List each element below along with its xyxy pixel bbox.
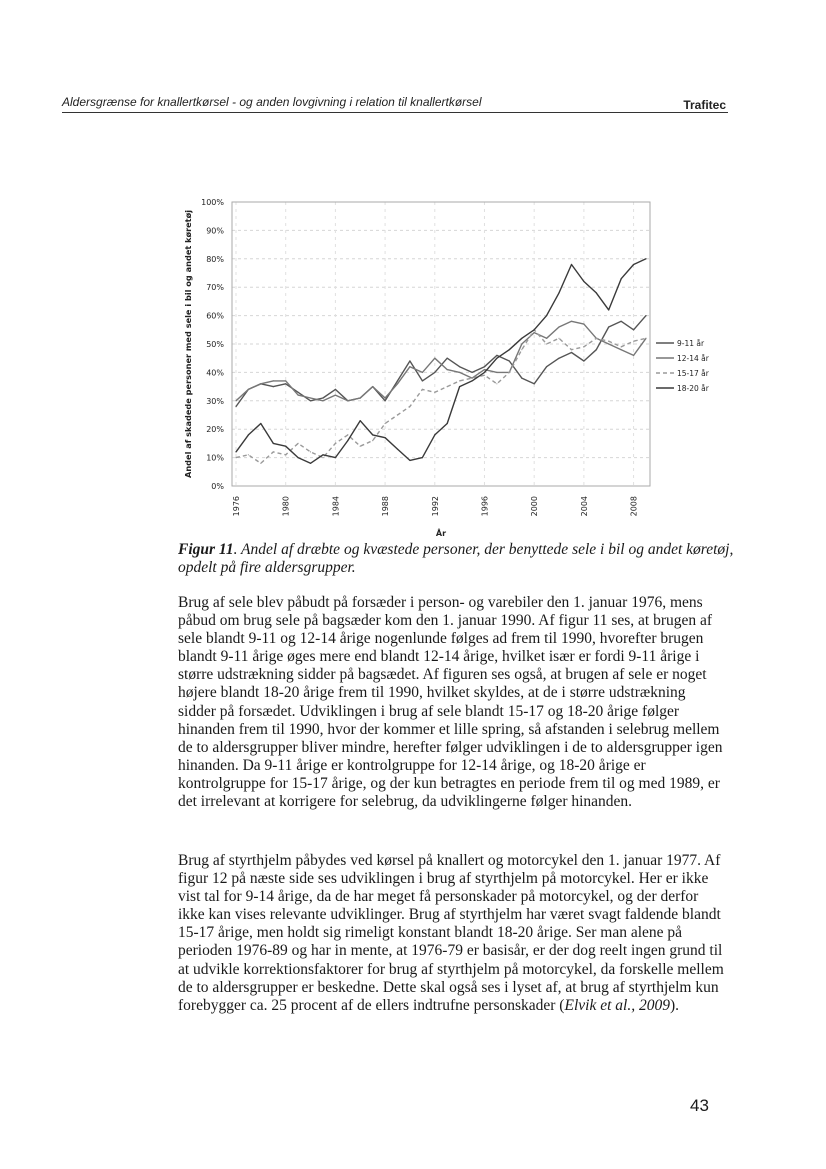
- citation: Elvik et al., 2009: [564, 996, 670, 1014]
- data-point: [484, 372, 485, 373]
- y-tick-label: 100%: [201, 198, 224, 207]
- data-point: [645, 258, 646, 259]
- data-point: [571, 349, 572, 350]
- data-point: [360, 446, 361, 447]
- data-point: [310, 400, 311, 401]
- data-point: [596, 338, 597, 339]
- data-point: [583, 324, 584, 325]
- legend-label: 18-20 år: [677, 384, 709, 393]
- data-point: [298, 392, 299, 393]
- data-point: [583, 360, 584, 361]
- data-point: [521, 343, 522, 344]
- data-point: [409, 406, 410, 407]
- data-point: [596, 292, 597, 293]
- data-point: [608, 343, 609, 344]
- data-point: [608, 309, 609, 310]
- data-point: [521, 378, 522, 379]
- data-point: [571, 321, 572, 322]
- data-point: [633, 264, 634, 265]
- data-point: [372, 434, 373, 435]
- data-point: [459, 380, 460, 381]
- legend-label: 12-14 år: [677, 354, 709, 363]
- data-point: [347, 434, 348, 435]
- data-point: [496, 383, 497, 384]
- figure-caption: [178, 541, 738, 577]
- data-point: [534, 332, 535, 333]
- data-point: [571, 264, 572, 265]
- data-point: [335, 395, 336, 396]
- data-point: [385, 397, 386, 398]
- data-point: [583, 281, 584, 282]
- data-point: [422, 389, 423, 390]
- data-point: [260, 383, 261, 384]
- chart-series: [235, 258, 646, 464]
- data-point: [558, 338, 559, 339]
- data-point: [621, 278, 622, 279]
- data-point: [310, 451, 311, 452]
- data-point: [546, 343, 547, 344]
- page-number: 43: [690, 1096, 709, 1115]
- x-tick-label: 2000: [530, 496, 540, 517]
- y-tick-label: 10%: [206, 453, 224, 463]
- line-chart: [170, 190, 709, 540]
- data-point: [385, 400, 386, 401]
- data-point: [509, 360, 510, 361]
- data-point: [409, 366, 410, 367]
- x-tick-label: 1976: [232, 496, 241, 517]
- data-point: [434, 392, 435, 393]
- data-point: [596, 349, 597, 350]
- data-point: [409, 460, 410, 461]
- data-point: [422, 457, 423, 458]
- data-point: [447, 369, 448, 370]
- y-tick-label: 20%: [206, 425, 224, 435]
- data-point: [298, 443, 299, 444]
- x-tick-label: 1996: [480, 496, 490, 517]
- data-point: [335, 389, 336, 390]
- body-paragraph-2-text: Brug af styrthjelm påbydes ved kørsel på knallert og motorcykel den 1. januar 1977. Af figur 12 på næste side ses udviklingen i brug af styrthjelm på motorcykel. Her er ikke vist tal for 9-14 årige, da de har meget få personskader på motorcykel, og der derfor ikke kan vises relevante udviklinger. Brug af styrthjelm har været svagt faldende blandt 15-17 årige, men holdt sig rimeligt konstant blandt 18-20 årige. Ser man alene på perioden 1976-89 og har in mente, at 1976-79 er basisår, er der dog reelt ingen grund til at udvikle korrektionsfaktorer for brug af styrthjelm på motorcykel, da forskelle mellem de to aldersgrupper er beskedne. Dette skal også ses i lyset af, at brug af styrthjelm kun forebygger ca. 25 procent af de ellers indtrufne personskader (: [178, 852, 724, 1014]
- data-point: [273, 443, 274, 444]
- data-point: [285, 446, 286, 447]
- y-axis-label: Andel af skadede personer med sele i bil og andet køretøj: [183, 209, 193, 479]
- data-point: [621, 321, 622, 322]
- legend-label: 15-17 år: [677, 369, 709, 378]
- data-point: [248, 434, 249, 435]
- data-point: [322, 454, 323, 455]
- data-point: [645, 338, 646, 339]
- data-point: [322, 457, 323, 458]
- data-point: [447, 386, 448, 387]
- data-point: [235, 451, 236, 452]
- data-point: [459, 366, 460, 367]
- data-point: [534, 383, 535, 384]
- x-tick-label: 1984: [331, 496, 341, 517]
- data-point: [298, 457, 299, 458]
- data-point: [235, 400, 236, 401]
- data-point: [360, 420, 361, 421]
- data-point: [571, 352, 572, 353]
- data-point: [285, 383, 286, 384]
- legend-label: 9-11 år: [677, 339, 705, 348]
- data-point: [434, 434, 435, 435]
- data-point: [385, 423, 386, 424]
- y-tick-label: 60%: [206, 311, 224, 321]
- data-point: [459, 386, 460, 387]
- data-point: [447, 423, 448, 424]
- data-point: [633, 329, 634, 330]
- data-point: [310, 463, 311, 464]
- data-point: [583, 346, 584, 347]
- data-point: [397, 414, 398, 415]
- data-point: [521, 349, 522, 350]
- data-point: [335, 457, 336, 458]
- x-tick-label: 2004: [579, 496, 589, 517]
- data-point: [472, 378, 473, 379]
- header-rule: [62, 112, 728, 113]
- data-point: [372, 440, 373, 441]
- y-tick-label: 70%: [206, 283, 224, 293]
- running-header-publisher: Trafitec: [683, 98, 726, 112]
- y-tick-label: 40%: [206, 368, 224, 378]
- data-point: [608, 341, 609, 342]
- data-point: [546, 338, 547, 339]
- data-point: [235, 457, 236, 458]
- data-point: [459, 372, 460, 373]
- data-point: [645, 315, 646, 316]
- data-point: [484, 369, 485, 370]
- chart-gridlines: [232, 202, 650, 486]
- data-point: [496, 372, 497, 373]
- data-point: [558, 358, 559, 359]
- data-point: [397, 380, 398, 381]
- data-point: [558, 292, 559, 293]
- data-point: [558, 326, 559, 327]
- data-point: [310, 397, 311, 398]
- y-tick-label: 0%: [211, 482, 224, 491]
- y-tick-label: 80%: [206, 254, 224, 264]
- data-point: [422, 380, 423, 381]
- data-point: [273, 386, 274, 387]
- figure-label: Figur 11: [178, 541, 234, 558]
- data-point: [434, 358, 435, 359]
- data-point: [360, 397, 361, 398]
- data-point: [621, 349, 622, 350]
- data-point: [397, 449, 398, 450]
- data-point: [347, 400, 348, 401]
- data-point: [322, 397, 323, 398]
- series-line-3: [236, 330, 646, 464]
- data-point: [546, 366, 547, 367]
- data-point: [608, 326, 609, 327]
- x-axis-label: År: [435, 529, 447, 538]
- data-point: [472, 372, 473, 373]
- data-point: [260, 423, 261, 424]
- x-tick-label: 1992: [430, 496, 440, 517]
- data-point: [534, 329, 535, 330]
- y-tick-label: 50%: [206, 340, 224, 349]
- data-point: [285, 380, 286, 381]
- data-point: [633, 355, 634, 356]
- y-tick-label: 30%: [206, 396, 224, 406]
- data-point: [260, 463, 261, 464]
- data-point: [409, 360, 410, 361]
- data-point: [509, 372, 510, 373]
- data-point: [385, 437, 386, 438]
- data-point: [633, 341, 634, 342]
- y-axis-ticks: [201, 198, 224, 491]
- data-point: [509, 349, 510, 350]
- data-point: [273, 451, 274, 452]
- data-point: [447, 358, 448, 359]
- x-tick-label: 1988: [381, 496, 391, 517]
- data-point: [521, 338, 522, 339]
- figure-11-chart: [170, 190, 709, 540]
- data-point: [235, 406, 236, 407]
- data-point: [347, 440, 348, 441]
- chart-legend: [656, 339, 710, 393]
- body-paragraph-1: Brug af sele blev påbudt på forsæder i person- og varebiler den 1. januar 1976, mens påbud om brug sele på bagsæder kom den 1. januar 1990. Af figur 11 ses, at brugen af sele blandt 9-11 og 12-14 årige nogenlunde følges ad frem til 1990, hvorefter brugen blandt 9-11 årige øges mere end blandt 12-14 årige, hvilket især er fordi 9-11 årige i større udstrækning sidder på bagsædet. Af figuren ses også, at brugen af sele er noget højere blandt 18-20 årige frem til 1990, hvilket skyldes, at de i større udstrækning sidder på forsædet. Udviklingen i brug af sele blandt 15-17 og 18-20 årige følger hinanden frem til 1990, hvor der kommer et lille spring, så afstanden i selebrug mellem de to aldersgrupper bliver mindre, herefter følger udviklingen i de to aldersgrupper igen hinanden. Da 9-11 årige er kontrolgruppe for 12-14 årige, og 18-20 årige er kontrolgruppe for 15-17 årige, og der kun betragtes en periode frem til og med 1989, er det irrelevant at korrigere for selebrug, da udviklingerne følger hinanden.: [178, 594, 723, 811]
- data-point: [248, 389, 249, 390]
- data-point: [496, 355, 497, 356]
- data-point: [422, 372, 423, 373]
- data-point: [273, 380, 274, 381]
- running-header-title: Aldersgrænse for knallertkørsel - og anden lovgivning i relation til knallertkørsel: [62, 95, 482, 109]
- body-paragraph-2: [178, 852, 726, 1015]
- data-point: [496, 358, 497, 359]
- data-point: [322, 400, 323, 401]
- data-point: [484, 366, 485, 367]
- x-axis-ticks: [232, 496, 639, 516]
- data-point: [298, 395, 299, 396]
- data-point: [472, 380, 473, 381]
- data-point: [248, 454, 249, 455]
- data-point: [285, 454, 286, 455]
- data-point: [546, 315, 547, 316]
- data-point: [484, 375, 485, 376]
- data-point: [335, 443, 336, 444]
- data-point: [372, 386, 373, 387]
- data-point: [621, 346, 622, 347]
- data-point: [434, 372, 435, 373]
- figure-caption-text: . Andel af dræbte og kvæstede personer, der benyttede sele i bil og andet køretøj, opdelt på fire aldersgrupper.: [178, 541, 734, 576]
- body-paragraph-2-end: ).: [669, 996, 679, 1014]
- x-tick-label: 2008: [629, 496, 639, 517]
- series-line-1: [236, 316, 646, 407]
- data-point: [397, 383, 398, 384]
- x-tick-label: 1980: [281, 496, 291, 517]
- y-tick-label: 90%: [206, 226, 224, 236]
